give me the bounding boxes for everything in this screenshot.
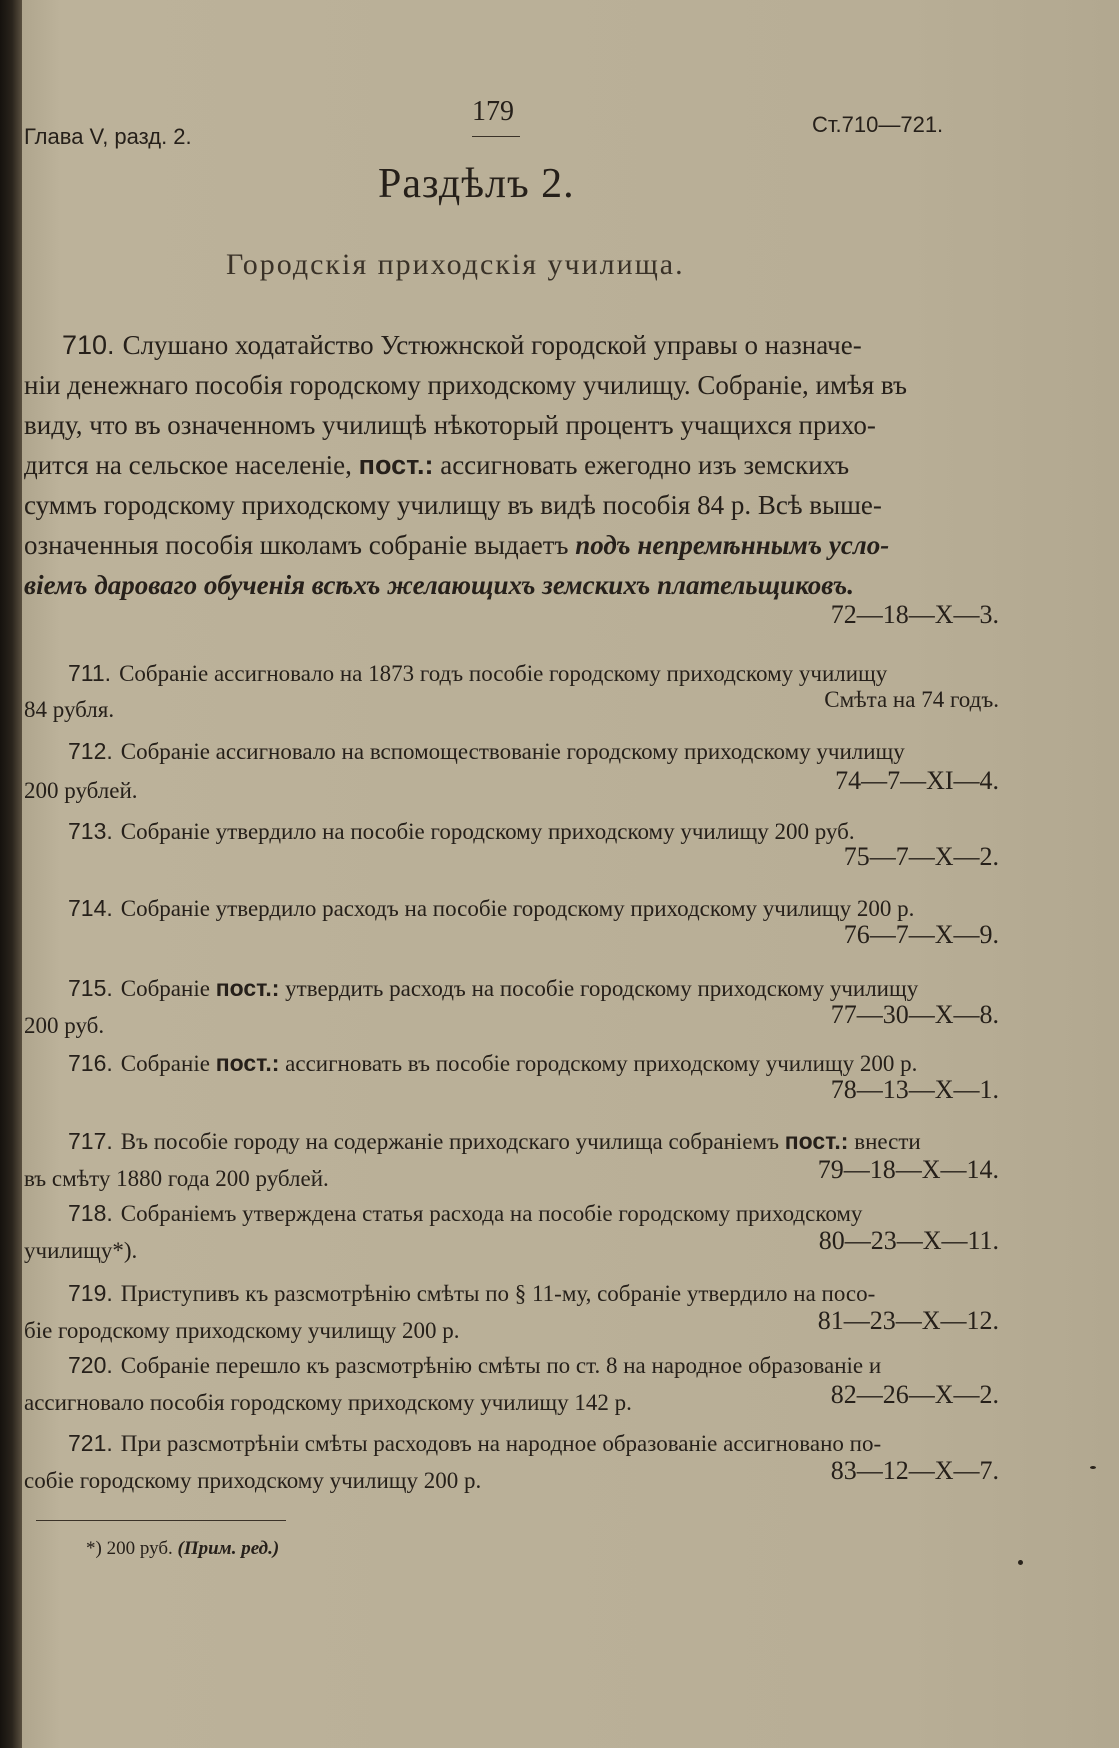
book-spine bbox=[0, 0, 22, 1748]
article-number: 710. bbox=[62, 330, 115, 360]
section-title: Раздѣлъ 2. bbox=[378, 161, 575, 207]
p710-line6: означенныя пособія школамъ собраніе выдаетъ подъ непремѣннымъ усло- bbox=[24, 530, 890, 560]
p721-reference: 83—12—X—7. bbox=[830, 1456, 999, 1485]
p710-line2: ніи денежнаго пособія городскому приходскому училищу. Собраніе, имѣя въ bbox=[24, 370, 907, 400]
p712-reference: 74—7—XI—4. bbox=[835, 766, 999, 795]
p710-line5: суммъ городскому приходскому училищу въ видѣ пособія 84 р. Всѣ выше- bbox=[24, 490, 882, 520]
p719-reference: 81—23—X—12. bbox=[817, 1306, 999, 1335]
p710-line4: дится на сельское населеніе, пост.: ассигновать ежегодно изъ земскихъ bbox=[24, 450, 850, 480]
p710-reference: 72—18—X—3. bbox=[830, 600, 999, 629]
p711-line1: 711. Собраніе ассигновало на 1873 годъ пособіе городскому приходскому училищу bbox=[68, 660, 888, 686]
p720-reference: 82—26—X—2. bbox=[830, 1380, 999, 1409]
p715-line2: 200 руб. bbox=[24, 1013, 105, 1038]
p710-line3: виду, что въ означенномъ училищѣ нѣкоторый процентъ учащихся прихо- bbox=[24, 410, 876, 440]
footnote: *) 200 руб. (Прим. ред.) bbox=[86, 1538, 280, 1559]
p710-line1: 710. Слушано ходатайство Устюжнской городской управы о назначе- bbox=[62, 330, 862, 360]
ink-speck bbox=[1018, 1560, 1023, 1565]
p712-line2: 200 рублей. bbox=[24, 778, 138, 803]
p720-line1: 720. Собраніе перешло къ разсмотрѣнію смѣты по ст. 8 на народное образованіе и bbox=[68, 1352, 882, 1378]
section-subtitle: Городскія приходскія училища. bbox=[226, 248, 685, 281]
p712-line1: 712. Собраніе ассигновало на вспомоществованіе городскому приходскому училищу bbox=[68, 738, 905, 764]
chapter-header: Глава V, разд. 2. bbox=[24, 124, 192, 149]
p718-line2: училищу*). bbox=[24, 1238, 138, 1263]
article-range-header: Ст.710—721. bbox=[812, 112, 944, 137]
p720-line2: ассигновало пособія городскому приходскому училищу 142 р. bbox=[24, 1390, 632, 1415]
p713-line1: 713. Собраніе утвердило на пособіе городскому приходскому училищу 200 руб. bbox=[68, 818, 855, 844]
ink-speck bbox=[1090, 1466, 1096, 1469]
p721-line1: 721. При разсмотрѣніи смѣты расходовъ на народное образованіе ассигновано по- bbox=[68, 1430, 882, 1456]
p715-reference: 77—30—X—8. bbox=[830, 1000, 999, 1029]
p717-line1: 717. Въ пособіе городу на содержаніе приходскаго училища собраніемъ пост.: внести bbox=[68, 1128, 921, 1154]
p719-line1: 719. Приступивъ къ разсмотрѣнію смѣты по § 11-му, собраніе утвердило на посо- bbox=[68, 1280, 876, 1306]
p716-reference: 78—13—X—1. bbox=[830, 1075, 999, 1104]
p714-line1: 714. Собраніе утвердило расходъ на пособіе городскому приходскому училищу 200 р. bbox=[68, 895, 915, 921]
footnote-rule bbox=[36, 1520, 286, 1521]
p711-line2: 84 рубля. bbox=[24, 697, 115, 722]
p714-reference: 76—7—X—9. bbox=[843, 920, 999, 949]
page-number: 179 bbox=[472, 96, 514, 127]
p716-line1: 716. Собраніе пост.: ассигновать въ пособіе городскому приходскому училищу 200 р. bbox=[68, 1050, 918, 1076]
p717-reference: 79—18—X—14. bbox=[817, 1155, 999, 1184]
p721-line2: собіе городскому приходскому училищу 200 р. bbox=[24, 1468, 482, 1493]
p719-line2: біе городскому приходскому училищу 200 р. bbox=[24, 1318, 460, 1343]
p717-line2: въ смѣту 1880 года 200 рублей. bbox=[24, 1166, 329, 1191]
p718-line1: 718. Собраніемъ утверждена статья расхода на пособіе городскому приходскому bbox=[68, 1200, 863, 1226]
p710-line7: віемъ дароваго обученія всѣхъ желающихъ земскихъ плательщиковъ. bbox=[24, 570, 854, 600]
p711-reference: Смѣта на 74 годъ. bbox=[824, 687, 999, 712]
page-number-rule bbox=[472, 136, 520, 137]
p718-reference: 80—23—X—11. bbox=[818, 1226, 999, 1255]
p715-line1: 715. Собраніе пост.: утвердить расходъ на пособіе городскому приходскому училищу bbox=[68, 975, 919, 1001]
p713-reference: 75—7—X—2. bbox=[843, 842, 999, 871]
